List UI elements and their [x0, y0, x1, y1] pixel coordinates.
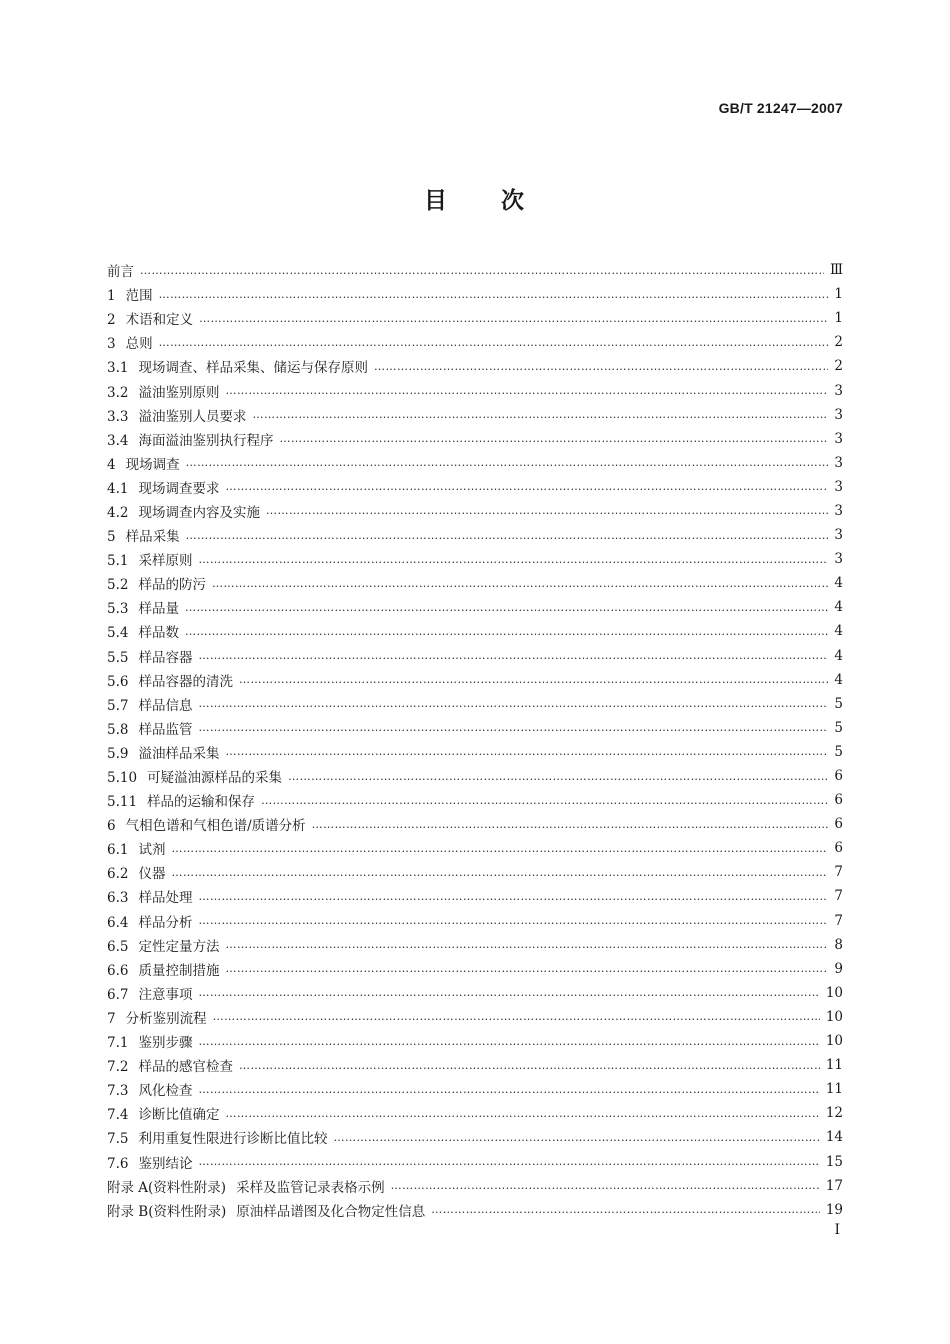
toc-leader-dots: [186, 530, 829, 541]
toc-entry-page: 10: [825, 1008, 843, 1025]
toc-entry-title: 定性定量方法: [138, 938, 220, 955]
toc-entry[interactable]: [107, 668, 843, 692]
toc-leader-dots: [225, 481, 828, 492]
toc-leader-dots: [239, 674, 828, 685]
toc-entry-number: 7.4: [107, 1107, 129, 1124]
toc-leader-dots: [225, 1108, 819, 1119]
toc-leader-dots: [212, 578, 828, 589]
toc-entry-label: [107, 308, 193, 328]
toc-entry-label: [107, 790, 255, 810]
toc-leader-dots: [198, 891, 828, 902]
toc-entry[interactable]: [107, 258, 843, 282]
toc-entry-page: 3: [834, 502, 843, 519]
toc-leader-dots: [185, 626, 828, 637]
toc-entry-page: 5: [834, 743, 843, 760]
toc-leader-dots: [391, 1180, 820, 1191]
toc-entry-page: 12: [825, 1105, 843, 1122]
toc-entry-number: 5.9: [107, 745, 129, 762]
toc-entry-title: 气相色谱和气相色谱/质谱分析: [125, 818, 306, 835]
toc-entry-title: 溢油样品采集: [138, 745, 220, 762]
table-of-contents: [107, 258, 843, 1222]
toc-entry-page: Ⅲ: [829, 262, 843, 279]
toc-leader-dots: [374, 361, 828, 372]
toc-entry-number: 5.7: [107, 697, 129, 714]
toc-entry[interactable]: [107, 354, 843, 378]
toc-entry-number: 6.5: [107, 938, 129, 955]
toc-entry[interactable]: [107, 1101, 843, 1125]
toc-entry-label: [107, 1152, 192, 1172]
toc-entry-label: [107, 573, 206, 593]
toc-entry[interactable]: [107, 1053, 843, 1077]
toc-entry-label: [107, 694, 192, 714]
toc-entry-title: 利用重复性限进行诊断比值比较: [138, 1131, 328, 1148]
toc-entry-title: 样品信息: [138, 697, 193, 714]
toc-entry-number: 5.2: [107, 577, 129, 594]
toc-entry-label: [107, 959, 219, 979]
toc-entry-label: [107, 1007, 207, 1027]
toc-leader-dots: [185, 602, 828, 613]
toc-entry-page: 19: [825, 1201, 843, 1218]
toc-entry[interactable]: [107, 957, 843, 981]
toc-entry-title: 范围: [125, 288, 153, 305]
toc-entry[interactable]: [107, 378, 843, 402]
toc-entry-number: 5.10: [107, 770, 138, 787]
toc-entry-label: [107, 1176, 385, 1196]
toc-entry-page: 7: [834, 912, 843, 929]
page-title: [0, 182, 950, 215]
toc-entry[interactable]: [107, 1077, 843, 1101]
toc-entry-label: [107, 381, 219, 401]
toc-entry-page: 3: [834, 551, 843, 568]
title-part-2: 次: [501, 187, 526, 214]
toc-entry-number: 6: [107, 818, 116, 835]
toc-entry-page: 10: [825, 984, 843, 1001]
toc-entry-title: 现场调查、样品采集、储运与保存原则: [138, 360, 368, 377]
toc-leader-dots: [198, 1036, 819, 1047]
toc-entry-number: 3.4: [107, 432, 129, 449]
toc-leader-dots: [213, 1011, 820, 1022]
toc-leader-dots: [186, 457, 829, 468]
toc-entry-title: 注意事项: [138, 986, 193, 1003]
toc-entry-page: 3: [834, 454, 843, 471]
toc-entry-title: 样品容器的清洗: [138, 673, 233, 690]
toc-entry-page: 4: [834, 671, 843, 688]
toc-entry-title: 风化检查: [138, 1083, 193, 1100]
toc-entry[interactable]: [107, 403, 843, 427]
toc-leader-dots: [198, 987, 819, 998]
toc-entry-number: 5: [107, 529, 116, 546]
toc-leader-dots: [266, 505, 828, 516]
toc-entry-number: 5.6: [107, 673, 129, 690]
toc-leader-dots: [225, 963, 828, 974]
toc-entry-number: 3: [107, 336, 116, 353]
toc-entry-title: 前言: [107, 264, 134, 281]
toc-entry[interactable]: [107, 909, 843, 933]
toc-entry[interactable]: [107, 812, 843, 836]
toc-entry-title: 采样原则: [138, 553, 193, 570]
toc-entry-label: [107, 742, 219, 762]
toc-entry-title: 溢油鉴别原则: [138, 384, 220, 401]
toc-entry-page: 11: [825, 1081, 843, 1098]
toc-leader-dots: [171, 843, 828, 854]
toc-entry-label: [107, 405, 246, 425]
toc-entry-page: 5: [834, 695, 843, 712]
toc-entry-title: 样品监管: [138, 721, 193, 738]
toc-entry[interactable]: [107, 330, 843, 354]
toc-leader-dots: [225, 385, 828, 396]
toc-entry-title: 样品容器: [138, 649, 193, 666]
toc-entry-number: 5.5: [107, 649, 129, 666]
standard-code: GB/T 21247—2007: [718, 100, 843, 116]
toc-entry-label: [107, 670, 233, 690]
toc-entry-page: 4: [834, 623, 843, 640]
toc-entry[interactable]: [107, 860, 843, 884]
toc-leader-dots: [198, 1084, 819, 1095]
toc-entry-page: 7: [834, 888, 843, 905]
toc-entry-number: 附录 A(资料性附录): [107, 1179, 227, 1196]
toc-entry-title: 术语和定义: [125, 312, 194, 329]
toc-entry-title: 样品的感官检查: [138, 1059, 233, 1076]
toc-entry-page: 3: [834, 382, 843, 399]
toc-entry[interactable]: [107, 282, 843, 306]
toc-entry[interactable]: [107, 884, 843, 908]
toc-entry-title: 样品处理: [138, 890, 193, 907]
toc-entry-label: [107, 429, 273, 449]
toc-leader-dots: [239, 1060, 820, 1071]
toc-entry-label: [107, 356, 368, 376]
toc-entry-page: 17: [825, 1177, 843, 1194]
toc-entry[interactable]: [107, 740, 843, 764]
toc-entry-page: 4: [834, 647, 843, 664]
toc-entry-label: [107, 838, 165, 858]
toc-leader-dots: [198, 1156, 819, 1167]
toc-entry-page: 6: [834, 792, 843, 809]
toc-entry-number: 7.2: [107, 1059, 129, 1076]
toc-entry-label: [107, 911, 192, 931]
toc-entry-title: 试剂: [138, 842, 166, 859]
toc-entry[interactable]: [107, 1149, 843, 1173]
toc-entry-number: 6.6: [107, 962, 129, 979]
toc-entry-label: [107, 1127, 327, 1147]
toc-entry-number: 3.3: [107, 408, 129, 425]
toc-entry-page: 6: [834, 840, 843, 857]
toc-entry-label: [107, 260, 134, 280]
toc-entry[interactable]: [107, 1029, 843, 1053]
toc-leader-dots: [159, 289, 829, 300]
toc-entry-title: 现场调查要求: [138, 480, 220, 497]
toc-entry-page: 6: [834, 768, 843, 785]
toc-entry-label: [107, 814, 306, 834]
toc-entry-page: 9: [834, 960, 843, 977]
toc-entry[interactable]: [107, 981, 843, 1005]
toc-entry-title: 样品采集: [125, 529, 180, 546]
toc-entry[interactable]: [107, 547, 843, 571]
toc-leader-dots: [252, 409, 828, 420]
toc-entry-label: [107, 862, 165, 882]
toc-entry-title: 仪器: [138, 866, 166, 883]
toc-entry-label: [107, 549, 192, 569]
toc-entry-title: 样品的运输和保存: [147, 794, 256, 811]
toc-leader-dots: [198, 554, 828, 565]
toc-entry-number: 6.3: [107, 890, 129, 907]
toc-entry-label: [107, 1103, 219, 1123]
toc-entry-title: 总则: [125, 336, 153, 353]
toc-entry[interactable]: [107, 1005, 843, 1029]
toc-entry[interactable]: [107, 427, 843, 451]
toc-leader-dots: [198, 722, 828, 733]
toc-entry-page: 11: [825, 1057, 843, 1074]
toc-entry[interactable]: [107, 764, 843, 788]
toc-entry[interactable]: [107, 1198, 843, 1222]
page-number: I: [834, 1222, 840, 1238]
toc-entry-label: [107, 1200, 425, 1220]
toc-entry-title: 采样及监管记录表格示例: [236, 1179, 385, 1196]
toc-leader-dots: [198, 698, 828, 709]
toc-entry[interactable]: [107, 692, 843, 716]
toc-entry-label: [107, 1031, 192, 1051]
toc-leader-dots: [198, 915, 828, 926]
toc-entry-label: [107, 886, 192, 906]
toc-entry[interactable]: [107, 571, 843, 595]
toc-entry[interactable]: [107, 836, 843, 860]
toc-entry[interactable]: [107, 595, 843, 619]
toc-entry-label: [107, 621, 179, 641]
toc-entry-page: 7: [834, 864, 843, 881]
toc-entry-title: 鉴别步骤: [138, 1035, 193, 1052]
toc-entry-label: [107, 983, 192, 1003]
toc-entry-number: 6.4: [107, 914, 129, 931]
toc-entry-page: 5: [834, 719, 843, 736]
toc-entry-number: 6.7: [107, 986, 129, 1003]
toc-entry-page: 8: [834, 936, 843, 953]
toc-leader-dots: [431, 1204, 820, 1215]
toc-entry-label: [107, 718, 192, 738]
toc-entry-number: 4.2: [107, 504, 129, 521]
toc-entry[interactable]: [107, 933, 843, 957]
toc-entry-number: 1: [107, 288, 116, 305]
toc-entry-title: 现场调查: [125, 456, 180, 473]
toc-entry-page: 6: [834, 816, 843, 833]
toc-entry-label: [107, 525, 180, 545]
toc-leader-dots: [261, 795, 828, 806]
toc-entry[interactable]: [107, 523, 843, 547]
toc-entry-number: 4: [107, 456, 116, 473]
toc-leader-dots: [225, 746, 828, 757]
toc-entry-page: 4: [834, 599, 843, 616]
toc-entry-title: 样品的防污: [138, 577, 206, 594]
toc-leader-dots: [159, 337, 829, 348]
toc-entry-page: 15: [825, 1153, 843, 1170]
toc-entry-page: 2: [834, 358, 843, 375]
toc-entry[interactable]: [107, 499, 843, 523]
toc-entry-number: 4.1: [107, 480, 129, 497]
toc-entry-title: 样品分析: [138, 914, 193, 931]
toc-entry-label: [107, 284, 153, 304]
title-part-1: 目: [424, 187, 449, 214]
toc-entry-number: 7.5: [107, 1131, 129, 1148]
toc-entry-page: 3: [834, 406, 843, 423]
toc-entry-number: 5.3: [107, 601, 129, 618]
toc-entry-title: 样品量: [138, 601, 179, 618]
toc-entry-page: 3: [834, 430, 843, 447]
toc-entry-label: [107, 597, 179, 617]
toc-entry[interactable]: [107, 644, 843, 668]
toc-entry-number: 7.3: [107, 1083, 129, 1100]
toc-entry-title: 样品数: [138, 625, 179, 642]
toc-entry[interactable]: [107, 451, 843, 475]
toc-entry-label: [107, 501, 260, 521]
toc-entry-label: [107, 1055, 233, 1075]
toc-entry-number: 6.1: [107, 842, 129, 859]
toc-entry-title: 鉴别结论: [138, 1155, 193, 1172]
toc-entry-page: 2: [834, 334, 843, 351]
toc-entry-number: 7.1: [107, 1035, 129, 1052]
toc-entry-label: [107, 453, 180, 473]
toc-entry-page: 3: [834, 478, 843, 495]
toc-leader-dots: [333, 1132, 819, 1143]
toc-entry-title: 诊断比值确定: [138, 1107, 220, 1124]
toc-entry[interactable]: [107, 306, 843, 330]
toc-entry-label: [107, 766, 282, 786]
toc-leader-dots: [198, 650, 828, 661]
toc-entry-number: 7.6: [107, 1155, 129, 1172]
toc-entry-title: 溢油鉴别人员要求: [138, 408, 247, 425]
toc-entry-title: 可疑溢油源样品的采集: [147, 770, 283, 787]
toc-leader-dots: [312, 819, 829, 830]
toc-entry-number: 2: [107, 312, 116, 329]
toc-entry[interactable]: [107, 716, 843, 740]
toc-leader-dots: [225, 939, 828, 950]
toc-entry[interactable]: [107, 619, 843, 643]
toc-entry[interactable]: [107, 788, 843, 812]
toc-entry-label: [107, 332, 153, 352]
toc-leader-dots: [171, 867, 828, 878]
toc-leader-dots: [288, 771, 828, 782]
toc-entry-number: 3.1: [107, 360, 129, 377]
toc-entry-page: 10: [825, 1033, 843, 1050]
toc-entry[interactable]: [107, 1125, 843, 1149]
toc-entry-page: 1: [834, 310, 843, 327]
toc-entry[interactable]: [107, 1174, 843, 1198]
toc-entry-title: 质量控制措施: [138, 962, 220, 979]
toc-entry-number: 5.11: [107, 794, 138, 811]
toc-entry-number: 6.2: [107, 866, 129, 883]
toc-entry-page: 14: [825, 1129, 843, 1146]
toc-leader-dots: [279, 433, 828, 444]
toc-leader-dots: [140, 265, 824, 276]
toc-entry-page: 1: [834, 286, 843, 303]
toc-entry-label: [107, 935, 219, 955]
toc-leader-dots: [199, 313, 828, 324]
toc-entry-title: 分析鉴别流程: [125, 1010, 207, 1027]
toc-entry-title: 原油样品谱图及化合物定性信息: [236, 1203, 426, 1220]
toc-entry-label: [107, 1079, 192, 1099]
toc-entry-number: 7: [107, 1010, 116, 1027]
toc-entry-page: 3: [834, 527, 843, 544]
toc-entry-label: [107, 646, 192, 666]
toc-entry-number: 5.4: [107, 625, 129, 642]
toc-entry-title: 现场调查内容及实施: [138, 504, 260, 521]
toc-entry-number: 5.1: [107, 553, 129, 570]
toc-entry-label: [107, 477, 219, 497]
toc-entry-page: 4: [834, 575, 843, 592]
toc-entry-number: 5.8: [107, 721, 129, 738]
toc-entry-number: 附录 B(资料性附录): [107, 1203, 227, 1220]
toc-entry[interactable]: [107, 475, 843, 499]
toc-entry-title: 海面溢油鉴别执行程序: [138, 432, 274, 449]
toc-entry-number: 3.2: [107, 384, 129, 401]
